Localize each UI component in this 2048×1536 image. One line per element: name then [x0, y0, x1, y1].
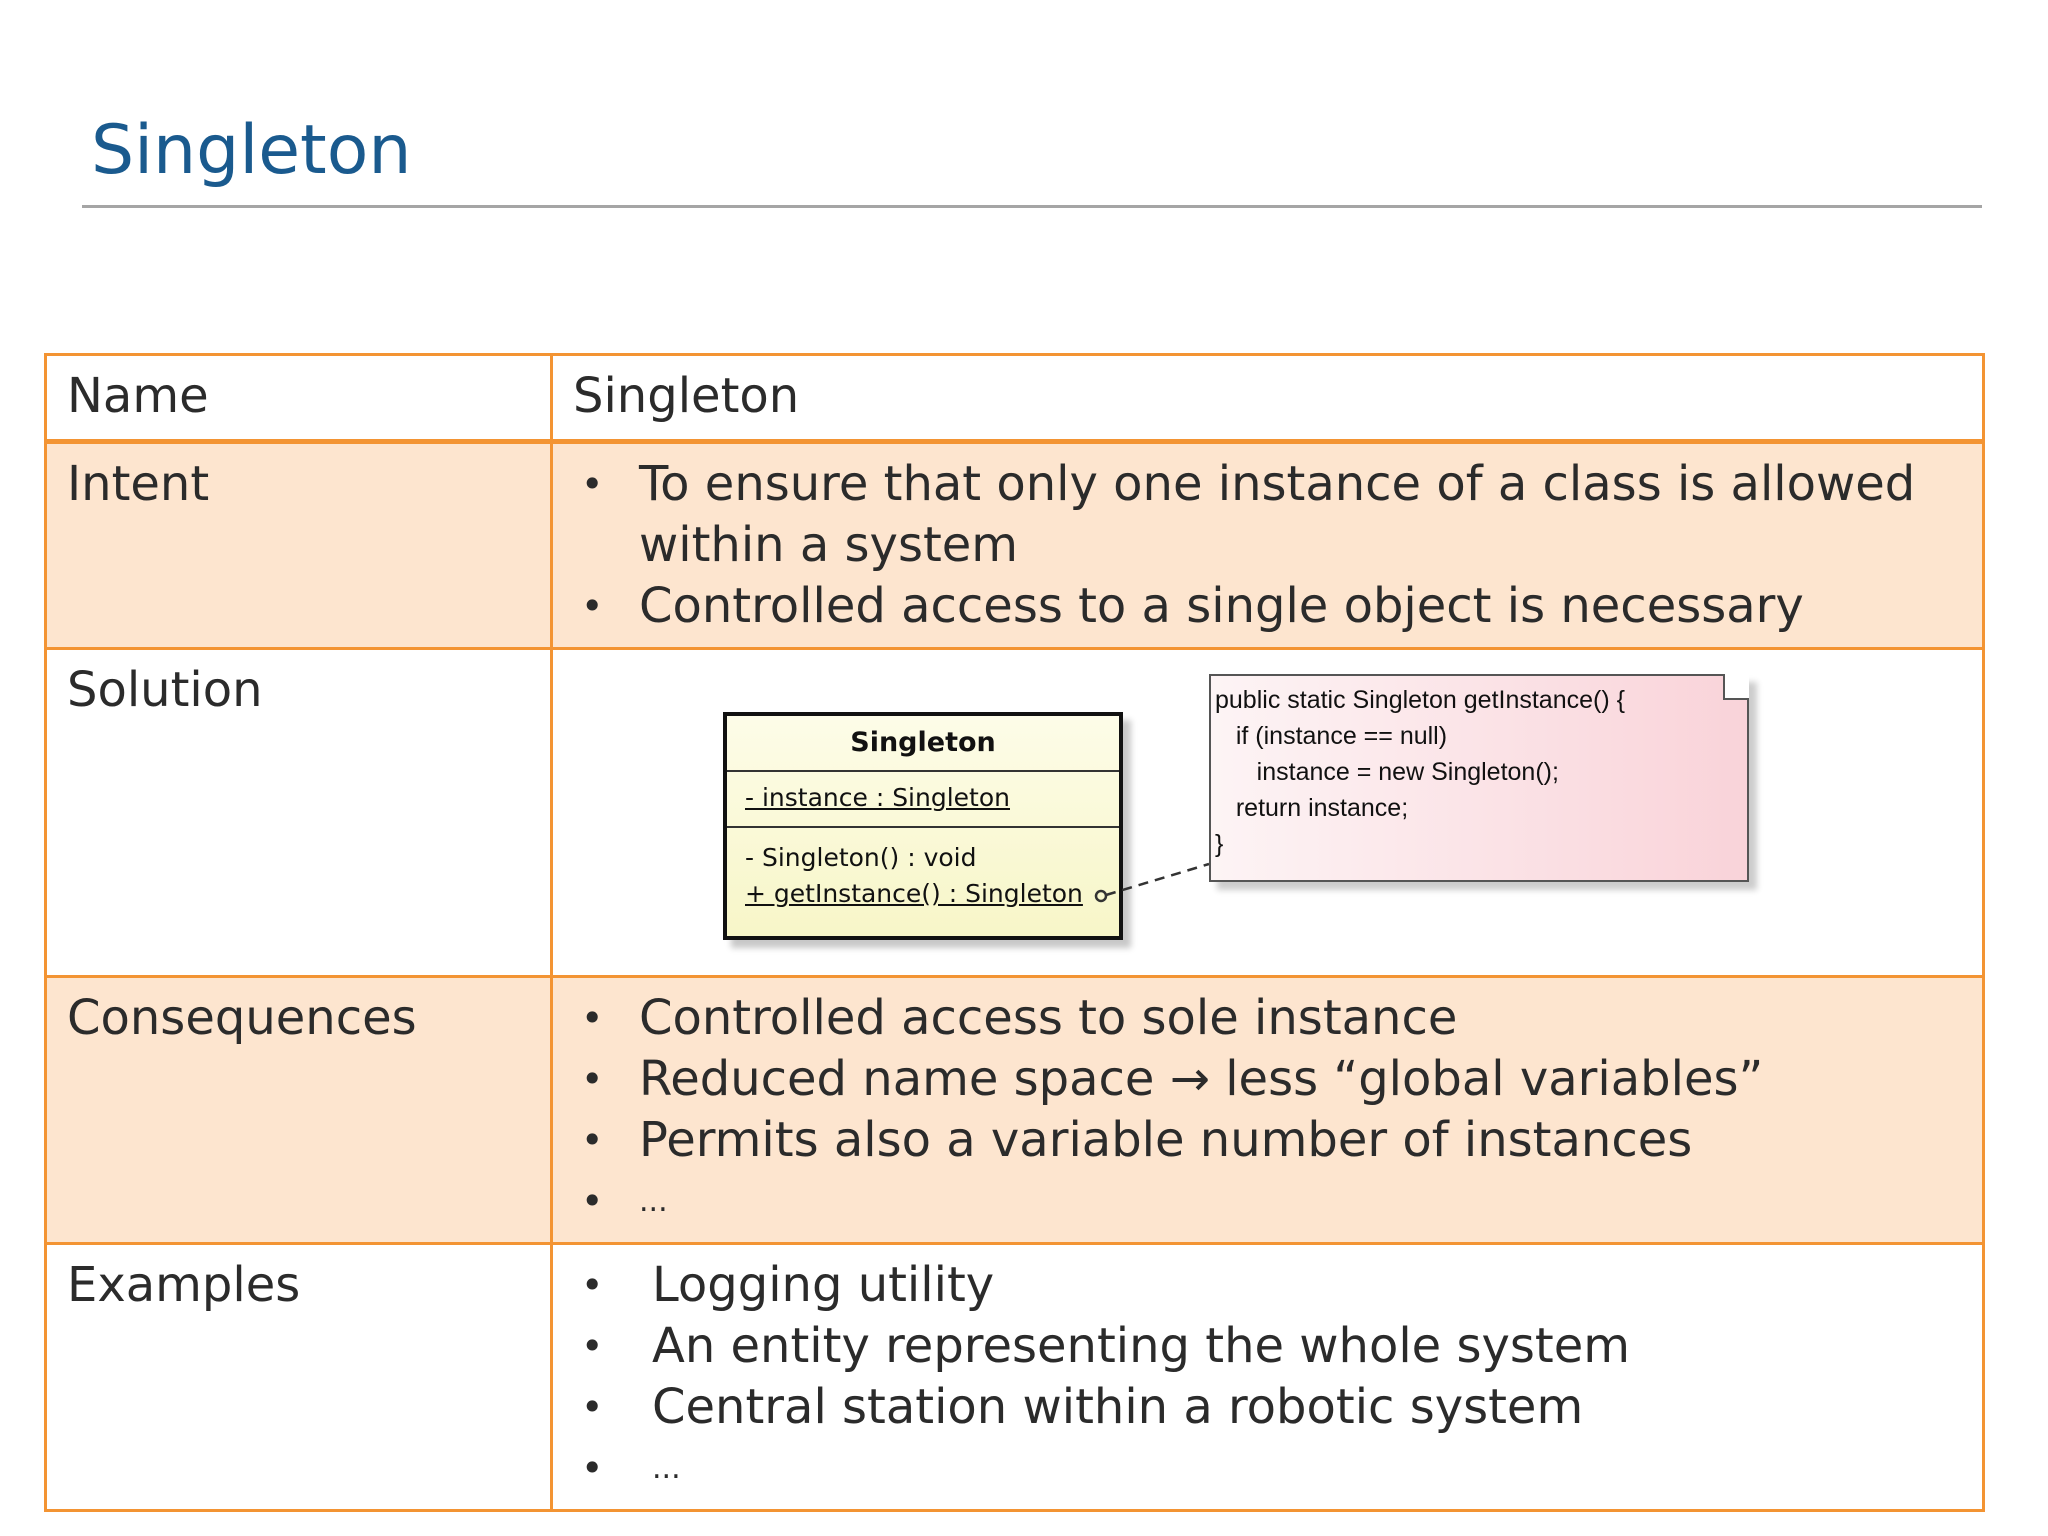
intent-list [573, 454, 1982, 637]
row-solution [46, 649, 1984, 977]
example-item: • Central station within a robotic system [573, 1377, 1982, 1438]
uml-diagram [553, 650, 1982, 965]
consequence-item: • Permits also a variable number of instances [573, 1110, 1982, 1171]
value-name: Singleton [552, 355, 1984, 442]
uml-note [1209, 674, 1749, 882]
slide-title: Singleton [91, 111, 412, 190]
example-item: • An entity representing the whole system [573, 1316, 1982, 1377]
uml-class-box [723, 712, 1123, 940]
row-consequences [46, 977, 1984, 1244]
label-solution: Solution [46, 649, 552, 977]
consequence-item: • Reduced name space → less “global variables” [573, 1049, 1982, 1110]
example-item: • ... [573, 1438, 1982, 1499]
pattern-table [44, 353, 1985, 1512]
uml-class-name: Singleton [727, 716, 1119, 772]
row-examples [46, 1244, 1984, 1511]
example-item: • Logging utility [573, 1255, 1982, 1316]
examples-list [573, 1255, 1982, 1499]
note-code-line: public static Singleton getInstance() { [1215, 686, 1625, 714]
label-examples: Examples [46, 1244, 552, 1511]
consequence-item: • ... [573, 1171, 1982, 1232]
uml-operation: - Singleton() : void [745, 843, 977, 872]
note-code-line: return instance; [1215, 794, 1409, 822]
row-name [46, 355, 1984, 442]
label-intent: Intent [46, 442, 552, 649]
consequence-item: • Controlled access to sole instance [573, 988, 1982, 1049]
label-name: Name [46, 355, 552, 442]
solution-diagram-cell [552, 649, 1984, 977]
note-code-line: } [1215, 830, 1224, 858]
note-code-line: if (instance == null) [1215, 722, 1448, 750]
row-intent [46, 442, 1984, 649]
intent-item: • To ensure that only one instance of a class is allowed within a system [573, 454, 1982, 576]
note-fold-corner [1723, 674, 1749, 700]
uml-attribute: - instance : Singleton [745, 783, 1010, 812]
consequences-list [573, 988, 1982, 1232]
uml-operation: + getInstance() : Singleton [745, 879, 1083, 908]
title-divider [82, 205, 1982, 208]
intent-item: • Controlled access to a single object is necessary [573, 576, 1982, 637]
note-code-line: instance = new Singleton(); [1215, 758, 1559, 786]
label-consequences: Consequences [46, 977, 552, 1244]
